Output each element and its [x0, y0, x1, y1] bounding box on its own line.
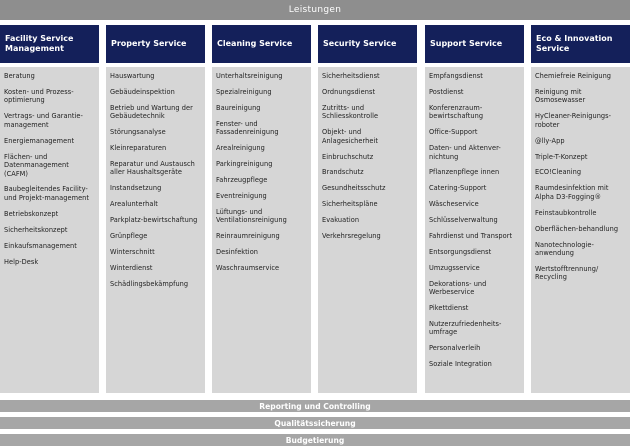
column-title-property-service: Property Service	[106, 25, 205, 63]
column-security-service	[318, 25, 417, 393]
service-item: Soziale Integration	[429, 360, 492, 369]
service-item: Sicherheitsdienst	[322, 72, 380, 80]
service-item: Verkehrsregelung	[322, 232, 381, 241]
column-list-eco-innovation-service	[531, 67, 630, 393]
footer-bar-label: Reporting und Controlling	[259, 401, 371, 411]
service-item: Dekorations- und Werbeservice	[429, 279, 487, 297]
column-list-security-service	[318, 67, 417, 393]
column-title-cleaning-service: Cleaning Service	[212, 25, 311, 63]
service-item: Wäscheservice	[429, 200, 479, 209]
service-item: Lüftungs- und Ventilationsreinigung	[216, 207, 287, 225]
service-item: Grünpflege	[110, 232, 148, 241]
service-item: Brandschutz	[322, 168, 364, 177]
column-list-support-service	[425, 67, 524, 393]
column-property-service	[106, 25, 205, 393]
service-item: Schädlingsbekämpfung	[110, 279, 189, 288]
service-item: Objekt- und Anlagesicherheit	[322, 128, 378, 145]
column-support-service	[425, 25, 524, 393]
service-item: Eventreinigung	[216, 191, 267, 200]
service-item: Betriebskonzept	[4, 209, 59, 218]
service-item: Entsorgungsdienst	[429, 247, 492, 256]
service-item: Winterschnitt	[110, 247, 155, 256]
service-item: Einkaufsmanagement	[4, 241, 77, 250]
service-item: Help-Desk	[4, 257, 39, 266]
service-item: Flächen- und Datenmanagement (CAFM)	[4, 152, 69, 178]
column-title-support-service: Support Service	[425, 25, 524, 63]
service-item: Raumdesinfektion mit Alpha D3-Fogging®	[535, 184, 609, 201]
service-item: Fahrdienst und Transport	[429, 232, 513, 241]
service-item: Fenster- und Fassadenreinigung	[216, 119, 279, 137]
service-item: Triple-T-Konzept	[535, 152, 588, 161]
column-list-property-service	[106, 67, 205, 393]
service-item: Arealunterhalt	[110, 200, 158, 209]
service-item: Instandsetzung	[110, 184, 162, 193]
service-item: Nanotechnologie-anwendung	[535, 240, 594, 258]
service-item: Zutritts- und Schliesskontrolle	[322, 103, 379, 121]
service-item: @lly-App	[535, 136, 565, 145]
service-item: Fahrzeugpflege	[216, 175, 268, 184]
service-item: Daten- und Aktenver-nichtung	[429, 144, 501, 161]
service-item: ECO!Cleaning	[535, 168, 582, 177]
service-item: Arealreinigung	[216, 144, 265, 153]
footer-bar-quality	[0, 417, 630, 429]
footer-bar-reporting	[0, 400, 630, 412]
service-item: Gesundheitsschutz	[322, 184, 386, 193]
service-item: Chemiefreie Reinigung	[535, 72, 612, 80]
service-item: Reinigung mit Osmosewasser	[535, 87, 586, 105]
service-item: Hauswartung	[110, 72, 155, 80]
service-item: Nutzerzufriedenheits-umfrage	[429, 319, 502, 337]
column-facility-service-management	[0, 25, 99, 393]
service-item: Desinfektion	[216, 247, 259, 256]
service-item: Reinraumreinigung	[216, 232, 280, 241]
service-item: Wertstofftrennung/ Recycling	[535, 264, 599, 282]
service-item: Gebäudeinspektion	[110, 87, 175, 96]
service-item: Ordnungsdienst	[322, 87, 376, 96]
service-item: Umzugsservice	[429, 263, 480, 272]
service-item: Energiemanagement	[4, 136, 75, 145]
service-item: Parkingreinigung	[216, 159, 273, 168]
service-item: Sicherheitskonzept	[4, 225, 68, 234]
service-item: Baubegleitendes Facility- und Projekt-management	[4, 185, 90, 202]
service-item: Unterhaltsreinigung	[216, 72, 283, 80]
service-item: Kosten- und Prozess-optimierung	[4, 87, 74, 105]
service-item: Beratung	[4, 72, 35, 80]
service-item: Waschraumservice	[216, 263, 280, 272]
service-item: Einbruchschutz	[322, 152, 374, 161]
service-item: Schlüsselverwaltung	[429, 216, 498, 225]
service-item: Konferenzraum-bewirtschaftung	[429, 103, 484, 121]
services-header-bar	[0, 0, 630, 20]
service-item: Winterdienst	[110, 263, 153, 272]
service-item: Personalverleih	[429, 344, 481, 353]
service-item: Betrieb und Wartung der Gebäudetechnik	[110, 103, 193, 121]
column-list-facility-service-management	[0, 67, 99, 393]
column-cleaning-service	[212, 25, 311, 393]
footer-bar-budget	[0, 434, 630, 446]
service-item: Kleinreparaturen	[110, 144, 167, 153]
service-item: Parkplatz-bewirtschaftung	[110, 216, 198, 225]
services-header-title: Leistungen	[288, 5, 342, 15]
column-title-security-service: Security Service	[318, 25, 417, 63]
footer-bar-label: Qualitätssicherung	[274, 418, 356, 428]
column-list-cleaning-service	[212, 67, 311, 393]
service-item: Catering-Support	[429, 184, 487, 193]
service-item: Oberflächen-behandlung	[535, 224, 619, 233]
service-item: Baureinigung	[216, 103, 261, 112]
service-item: Störungsanalyse	[110, 128, 166, 137]
service-item: Postdienst	[429, 87, 464, 96]
column-title-facility-service-management: Facility Service Management	[0, 25, 99, 63]
footer-bar-label: Budgetierung	[285, 435, 345, 445]
service-item: Vertrags- und Garantie-management	[4, 112, 83, 129]
column-title-eco-innovation-service: Eco & Innovation Service	[531, 25, 630, 63]
service-item: Spezialreinigung	[216, 87, 272, 96]
column-eco-innovation-service	[531, 25, 630, 393]
service-item: Pikettdienst	[429, 304, 469, 313]
service-item: Pflanzenpflege innen	[429, 168, 500, 177]
service-item: Feinstaubkontrolle	[535, 208, 597, 217]
service-item: Reparatur und Austausch aller Haushaltsgeräte	[110, 159, 195, 177]
service-item: Empfangsdienst	[429, 72, 483, 80]
service-item: HyCleaner-Reinigungs-roboter	[535, 112, 612, 129]
service-item: Office-Support	[429, 128, 478, 137]
service-item: Sicherheitspläne	[322, 200, 378, 209]
service-item: Evakuation	[322, 216, 360, 225]
